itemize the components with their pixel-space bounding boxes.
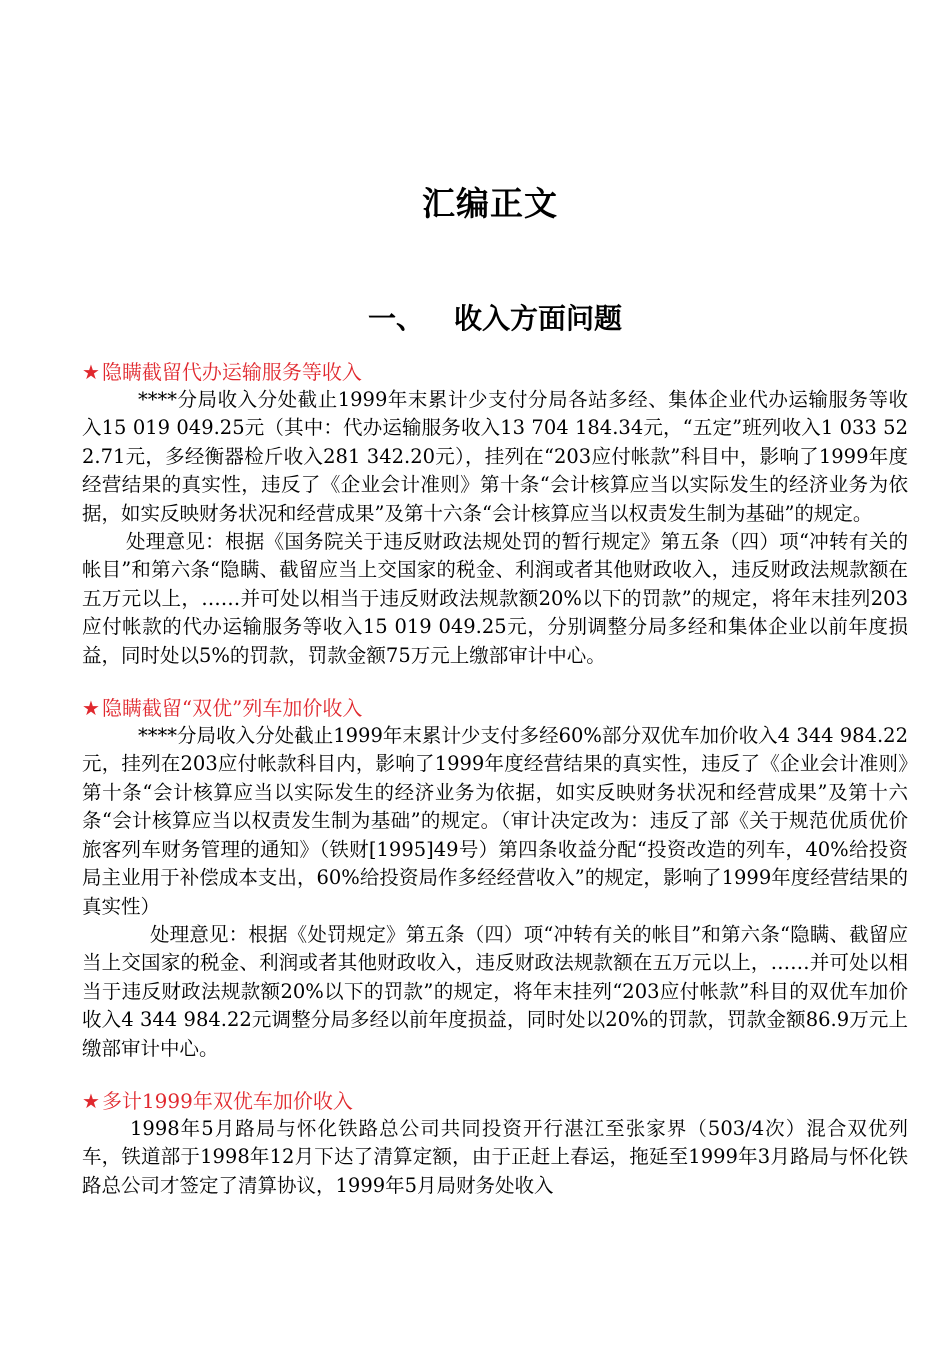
item-title-text: 多计1999年双优车加价收入: [101, 1088, 353, 1113]
audit-item: [82, 694, 908, 1063]
section-number: 一、: [367, 302, 424, 335]
finding-paragraph: ****分局收入分处截止1999年末累计少支付多经60%部分双优车加价收入4 344 984.22元，挂列在203应付帐款科目内，影响了1999年度经营结果的真实性，违反了《企业会计准则》第十条“会计核算应当以实际发生的经济业务为依据，如实反映财务状况和经营成果”及第十六条“会计核算应当以权责发生制为基础”的规定。（审计决定改为：违反了部《关于规范优质优价旅客列车财务管理的通知》（铁财[1995]49号）第四条收益分配“投资改造的列车，40%给投资局主业用于补偿成本支出，60%给投资局作多经经营收入”的规定，影响了1999年度经营结果的真实性）: [82, 724, 908, 918]
item-title-text: 隐瞒截留“双优”列车加价收入: [101, 696, 363, 721]
finding-paragraph: 1998年5月路局与怀化铁路总公司共同投资开行湛江至张家界（503/4次）混合双优列车，铁道部于1998年12月下达了清算定额，由于正赶上春运，拖延至1999年3月路局与怀化铁路总公司才签定了清算协议，1999年5月局财务处收入: [82, 1116, 908, 1197]
audit-item: [82, 358, 908, 670]
finding-paragraph: ****分局收入分处截止1999年末累计少支付分局各站多经、集体企业代办运输服务等收入15 019 049.25元（其中：代办运输服务收入13 704 184.34元，“五定”班列收入1 033 522.71元，多经衡器检斤收入281 342.20元），挂列在“203应付帐款”科目中，影响了1999年度经营结果的真实性，违反了《企业会计准则》第十条“会计核算应当以实际发生的经济业务为依据，如实反映财务状况和经营成果”及第十六条“会计核算应当以权责发生制为基础”的规定。: [82, 388, 908, 525]
item-title: [82, 1087, 908, 1115]
document-body: [82, 358, 908, 1224]
handling-paragraph: 处理意见：根据《处罚规定》第五条（四）项“冲转有关的帐目”和第六条“隐瞒、截留应当上交国家的税金、利润或者其他财政收入，违反财政法规款额在五万元以上，……并可处以相当于违反财政法规款额20%以下的罚款”的规定，将年末挂列“203应付帐款”科目的双优车加价收入4 344 984.22元调整分局多经以前年度损益，同时处以20%的罚款，罚款金额86.9万元上缴部审计中心。: [82, 922, 908, 1060]
star-icon: ★: [82, 696, 100, 721]
audit-item: [82, 1087, 908, 1200]
star-icon: ★: [82, 1088, 100, 1113]
handling-paragraph: 处理意见：根据《国务院关于违反财政法规处罚的暂行规定》第五条（四）项“冲转有关的帐目”和第六条“隐瞒、截留应当上交国家的税金、利润或者其他财政收入，违反财政法规款额在五万元以上，……并可处以相当于违反财政法规款额20%以下的罚款”的规定，将年末挂列203应付帐款的代办运输服务等收入15 019 049.25元，分别调整分局多经和集体企业以前年度损益，同时处以5%的罚款，罚款金额75万元上缴部审计中心。: [82, 530, 908, 667]
item-title: [82, 358, 908, 386]
star-icon: ★: [82, 360, 100, 384]
section-title: 收入方面问题: [454, 302, 623, 335]
section-heading: [0, 297, 950, 337]
item-title-text: 隐瞒截留代办运输服务等收入: [101, 360, 362, 384]
document-title: 汇编正文: [422, 184, 558, 223]
item-title: [82, 694, 908, 722]
